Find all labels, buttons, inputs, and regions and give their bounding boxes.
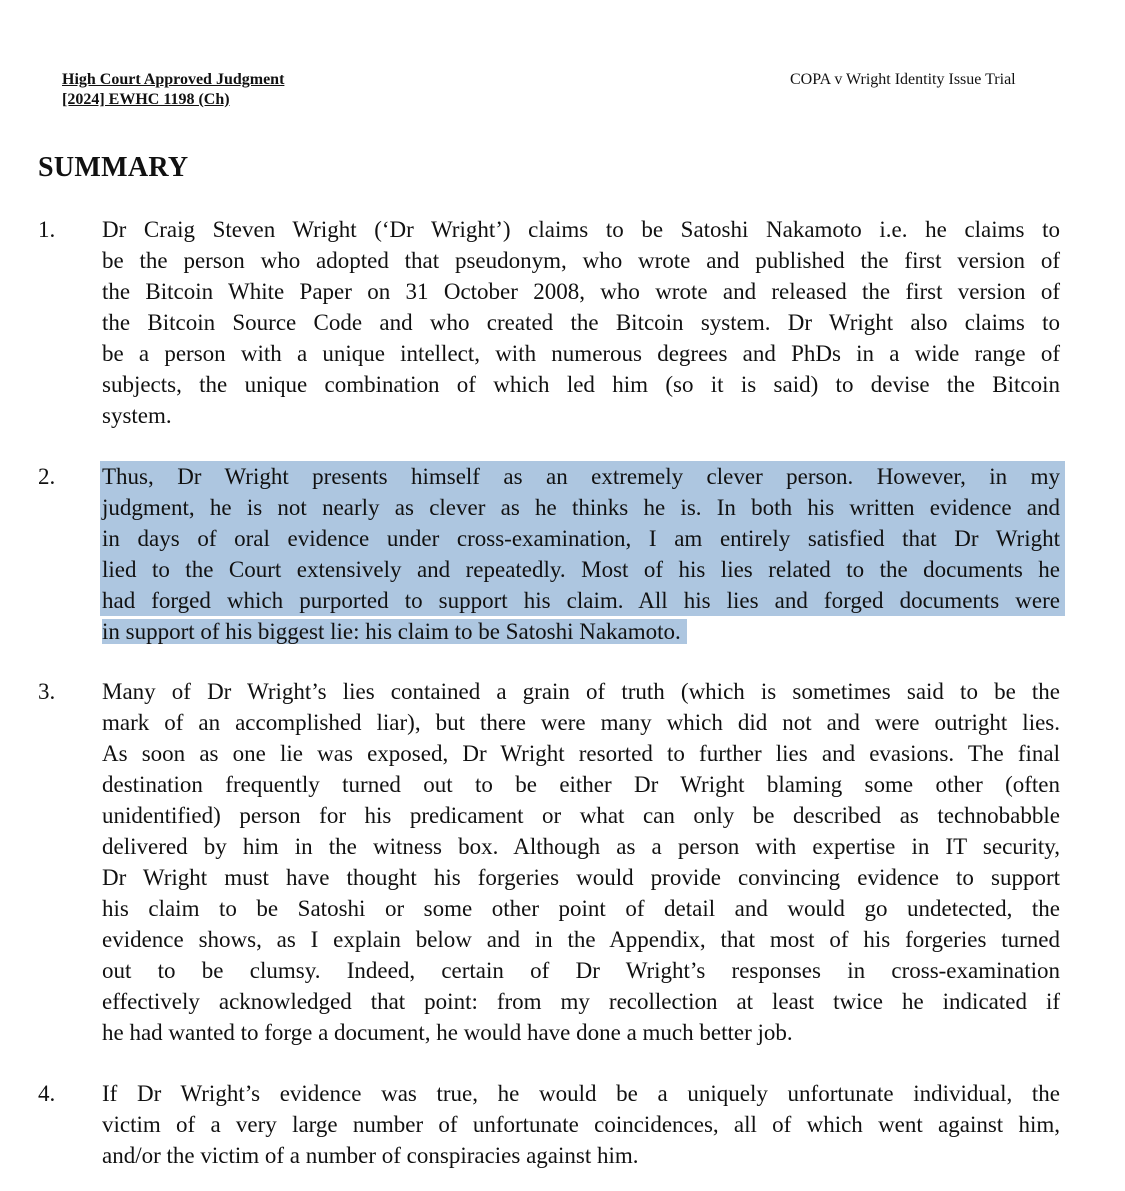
paragraph-text bbox=[102, 214, 1060, 431]
text-line: the Bitcoin White Paper on 31 October 2008, who wrote and released the first version of bbox=[102, 279, 1060, 304]
text-line: he had wanted to forge a document, he would have done a much better job. bbox=[102, 1020, 793, 1045]
highlighted-text-line[interactable]: lied to the Court extensively and repeatedly. Most of his lies related to the documents he bbox=[100, 554, 1065, 585]
text-line: the Bitcoin Source Code and who created the Bitcoin system. Dr Wright also claims to bbox=[102, 310, 1060, 335]
text-line: unidentified) person for his predicament or what can only be described as technobabble bbox=[102, 803, 1060, 828]
section-heading: SUMMARY bbox=[38, 152, 189, 183]
case-name-header: COPA v Wright Identity Issue Trial bbox=[790, 71, 1016, 88]
paragraph-text bbox=[102, 676, 1060, 1048]
judgment-title: High Court Approved Judgment bbox=[62, 71, 285, 88]
text-line: be the person who adopted that pseudonym, who wrote and published the first version of bbox=[102, 248, 1060, 273]
text-line: Many of Dr Wright’s lies contained a grain of truth (which is sometimes said to be the bbox=[102, 679, 1060, 704]
text-line: As soon as one lie was exposed, Dr Wright resorted to further lies and evasions. The final bbox=[102, 741, 1060, 766]
highlighted-text-line-last[interactable] bbox=[102, 616, 1060, 647]
paragraph-number: 2. bbox=[38, 464, 56, 489]
text-line: out to be clumsy. Indeed, certain of Dr Wright’s responses in cross-examination bbox=[102, 958, 1060, 983]
text-line: mark of an accomplished liar), but there were many which did not and were outright lies. bbox=[102, 710, 1060, 735]
highlighted-text-line[interactable]: in days of oral evidence under cross-examination, I am entirely satisfied that Dr Wright bbox=[100, 523, 1065, 554]
paragraph-number: 3. bbox=[38, 679, 56, 704]
text-line: subjects, the unique combination of which led him (so it is said) to devise the Bitcoin bbox=[102, 372, 1060, 397]
highlighted-text-line[interactable]: had forged which purported to support his claim. All his lies and forged documents were bbox=[100, 585, 1065, 616]
paragraph-number: 1. bbox=[38, 217, 56, 242]
text-line: and/or the victim of a number of conspiracies against him. bbox=[102, 1143, 639, 1168]
text-line: system. bbox=[102, 403, 172, 428]
highlight-span[interactable]: in support of his biggest lie: his claim to be Satoshi Nakamoto. bbox=[102, 619, 687, 644]
judgment-citation-header bbox=[62, 70, 284, 110]
text-line: evidence shows, as I explain below and in the Appendix, that most of his forgeries turned bbox=[102, 927, 1060, 952]
text-line: his claim to be Satoshi or some other point of detail and would go undetected, the bbox=[102, 896, 1060, 921]
paragraph-number: 4. bbox=[38, 1081, 56, 1106]
neutral-citation: [2024] EWHC 1198 (Ch) bbox=[62, 91, 230, 108]
text-line: delivered by him in the witness box. Although as a person with expertise in IT security, bbox=[102, 834, 1060, 859]
text-line: effectively acknowledged that point: from my recollection at least twice he indicated if bbox=[102, 989, 1060, 1014]
text-line: be a person with a unique intellect, with numerous degrees and PhDs in a wide range of bbox=[102, 341, 1060, 366]
text-line: victim of a very large number of unfortunate coincidences, all of which went against him, bbox=[102, 1112, 1060, 1137]
text-line: destination frequently turned out to be either Dr Wright blaming some other (often bbox=[102, 772, 1060, 797]
paragraph-text-highlighted[interactable] bbox=[102, 461, 1060, 647]
text-line: If Dr Wright’s evidence was true, he would be a uniquely unfortunate individual, the bbox=[102, 1081, 1060, 1106]
highlighted-text-line[interactable]: Thus, Dr Wright presents himself as an extremely clever person. However, in my bbox=[100, 461, 1065, 492]
text-line: Dr Wright must have thought his forgeries would provide convincing evidence to support bbox=[102, 865, 1060, 890]
highlighted-text-line[interactable]: judgment, he is not nearly as clever as he thinks he is. In both his written evidence and bbox=[100, 492, 1065, 523]
paragraph-text bbox=[102, 1078, 1060, 1171]
text-line: Dr Craig Steven Wright (‘Dr Wright’) claims to be Satoshi Nakamoto i.e. he claims to bbox=[102, 217, 1060, 242]
